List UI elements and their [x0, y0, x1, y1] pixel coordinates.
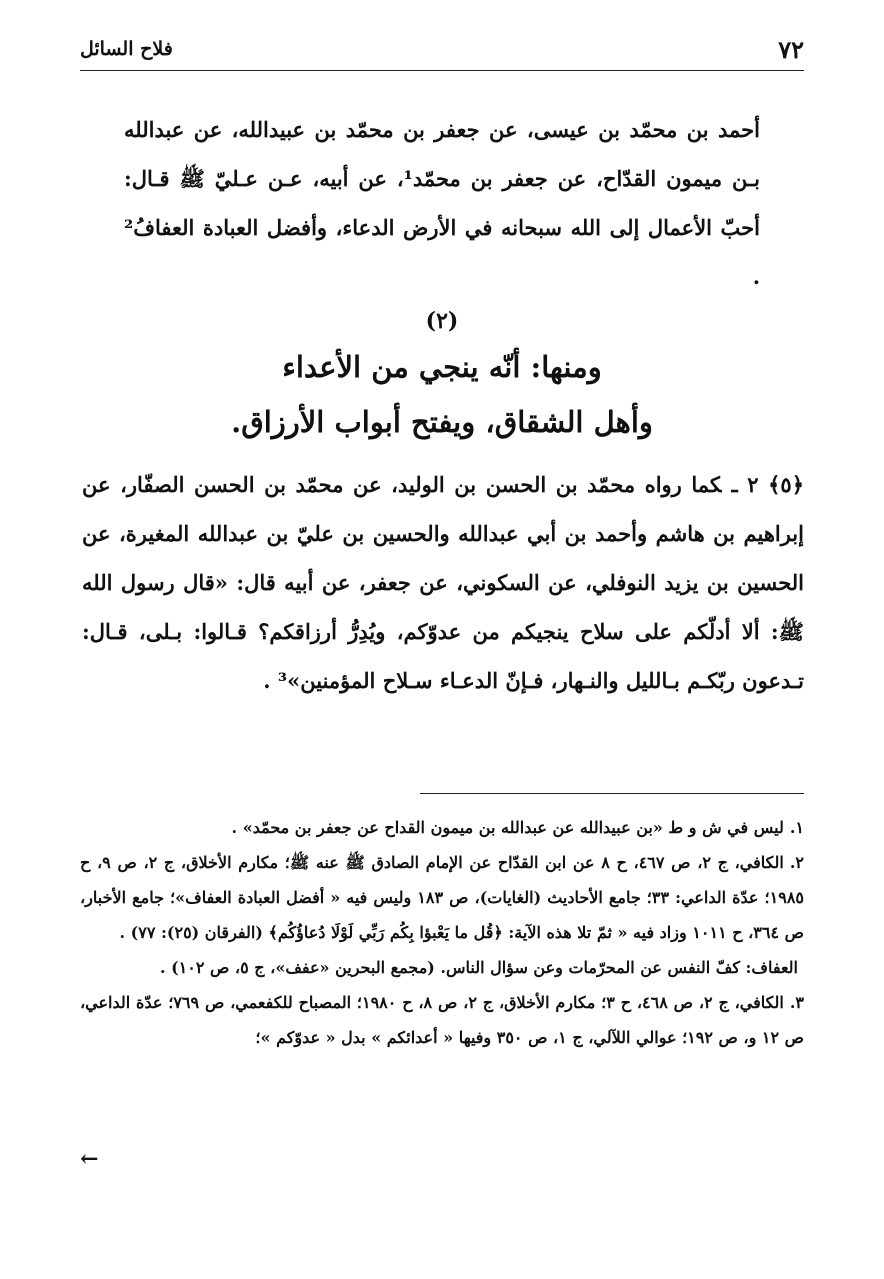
footnote-label: ٢. [789, 853, 804, 872]
footnote-text: ليس في ش و ط «بن عبيدالله عن عبدالله بن ميمون القداح عن جعفر بن محمّد» . [231, 818, 784, 837]
section-heading-line-1: ومنها: أنّه ينجي من الأعداء [282, 350, 602, 384]
footnote [80, 985, 804, 1055]
section-number: (٢) [425, 308, 459, 334]
footnotes [80, 810, 804, 1055]
hadith-number: ﴿٥﴾ ٢ ـ [731, 472, 804, 497]
hadith-paragraph [82, 460, 804, 705]
footnote-text: الكافي، ج ٢، ص ٤٦٧، ح ٨ عن ابن القدّاح عن الإمام الصادق ﷺ عنه ﷺ؛ مكارم الأخلاق، ج ٢، ص ٩، ح ١٩٨٥؛ عدّة الداعي: ٣٣؛ جامع الأحاديث (الغايات)، ص ١٨٣ وليس فيه « أفضل العبادة العفاف»؛ جامع الأخبار، ص ٣٦٤، ح ١٠١١ وزاد فيه « ثمّ تلا هذه الآية: ﴿قُل ما يَعْبؤا بِكُم رَبِّي لَوْلَا دُعاؤُكُم﴾ (الفرقان (٢٥): ٧٧) . [80, 853, 804, 942]
footnote [80, 950, 804, 985]
footnote-text: الكافي، ج ٢، ص ٤٦٨، ح ٣؛ مكارم الأخلاق، ج ٢، ص ٨، ح ١٩٨٠؛ المصباح للكفعمي، ص ٧٦٩؛ عدّة الداعي، ص ١٢ و، ص ١٩٢؛ عوالي اللآلي، ج ١، ص ٣٥٠ وفيها « أعدائكم » بدل « عدوّكم »؛ [80, 993, 804, 1047]
footnote-separator [420, 793, 804, 794]
footnote-text: العفاف: كفّ النفس عن المحرّمات وعن سؤال الناس. (مجمع البحرين «عفف»، ج ٥، ص ١٠٢) . [159, 958, 798, 977]
footnote [80, 810, 804, 845]
page-header [80, 28, 804, 71]
hadith-text: كما رواه محمّد بن الحسن بن الوليد، عن محمّد بن الحسن الصفّار، عن إبراهيم بن هاشم وأحمد بن أبي عبدالله والحسين بن عليّ بن عبدالله المغيرة، عن الحسين بن يزيد النوفلي، عن السكوني، عن جعفر، عن أبيه قال: «قال رسول الله ﷺ: ألا أدلّكم على سلاح ينجيكم من عدوّكم، ويُدِرُّ أرزاقكم؟ قـالوا: بـلى، قـال: تـدعون ربّكـم بـالليل والنـهار، فـإنّ الدعـاء سـلاح المؤمنين»³ . [82, 472, 804, 693]
footnote-label: ٣. [789, 993, 804, 1012]
footnote-label: ١. [789, 818, 804, 837]
footnote [80, 845, 804, 950]
page-number: ٧٢ [778, 34, 804, 64]
continuation-arrow-icon: ← [80, 1146, 99, 1172]
running-title: فلاح السائل [80, 38, 173, 60]
intro-paragraph: أحمد بن محمّد بن عيسى، عن جعفر بن محمّد بن عبيدالله، عن عبدالله بـن ميمون القدّاح، عن جعفر بن محمّد¹، عن أبيه، عـن عـليّ ﷺ قـال: أحبّ الأعمال إلى الله سبحانه في الأرض الدعاء، وأفضل العبادة العفافُ² . [124, 117, 760, 289]
section-heading-line-2: وأهل الشقاق، ويفتح أبواب الأرزاق. [231, 405, 653, 439]
